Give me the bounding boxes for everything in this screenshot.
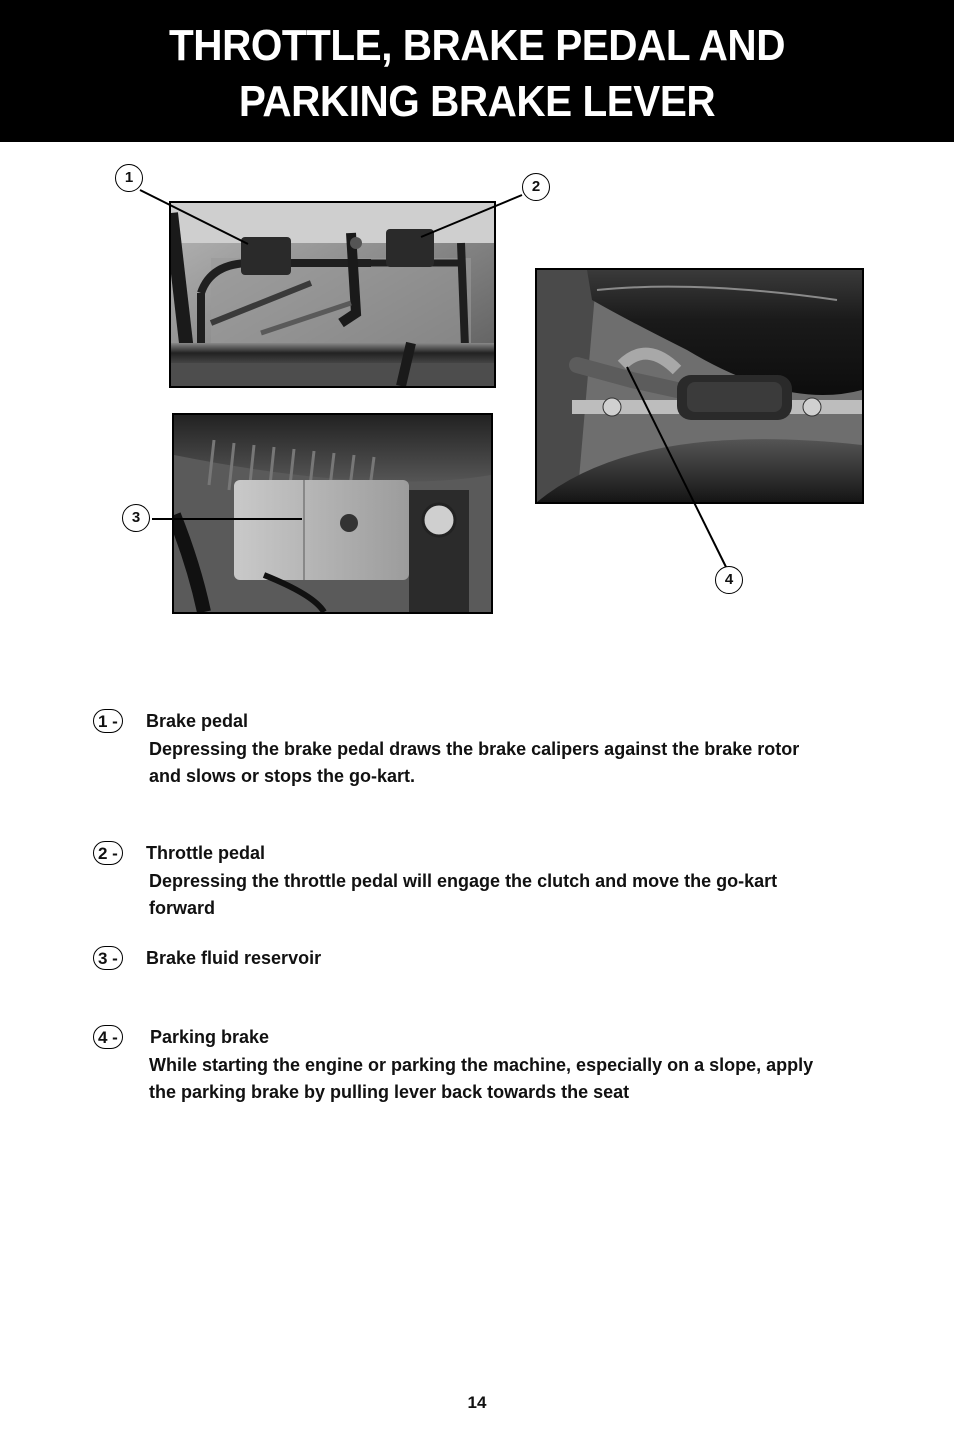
callout-1-badge: 1: [115, 164, 143, 192]
callout-3-badge: 3: [122, 504, 150, 532]
pedals-photo: [169, 201, 496, 388]
callout-4-badge: 4: [715, 566, 743, 594]
parking-brake-photo: [535, 268, 864, 504]
page-title-line-1: THROTTLE, BRAKE PEDAL AND: [169, 21, 785, 70]
legend-item-description: Depressing the brake pedal draws the brake calipers against the brake rotor and slows or stops the go-kart.: [149, 739, 800, 786]
legend-item-number: 1 -: [93, 709, 123, 733]
brake-fluid-reservoir-photo: [172, 413, 493, 614]
legend-item-number: 3 -: [93, 946, 123, 970]
callout-2-badge: 2: [522, 173, 550, 201]
legend-item-number: 4 -: [93, 1025, 123, 1049]
legend-item-title: Brake pedal: [146, 711, 249, 731]
legend-item-title: Throttle pedal: [146, 843, 266, 863]
legend-item-description: While starting the engine or parking the machine, especially on a slope, apply the parking brake by pulling lever back towards the seat: [149, 1055, 814, 1102]
page-number: 14: [467, 1393, 487, 1412]
legend-item-number: 2 -: [93, 841, 123, 865]
page-title-line-2: PARKING BRAKE LEVER: [238, 77, 716, 126]
legend-item-description: Depressing the throttle pedal will engage the clutch and move the go-kart forward: [149, 871, 778, 918]
legend-item-title: Parking brake: [150, 1027, 270, 1047]
legend-item-title: Brake fluid reservoir: [146, 948, 322, 968]
page-header: [0, 0, 954, 142]
